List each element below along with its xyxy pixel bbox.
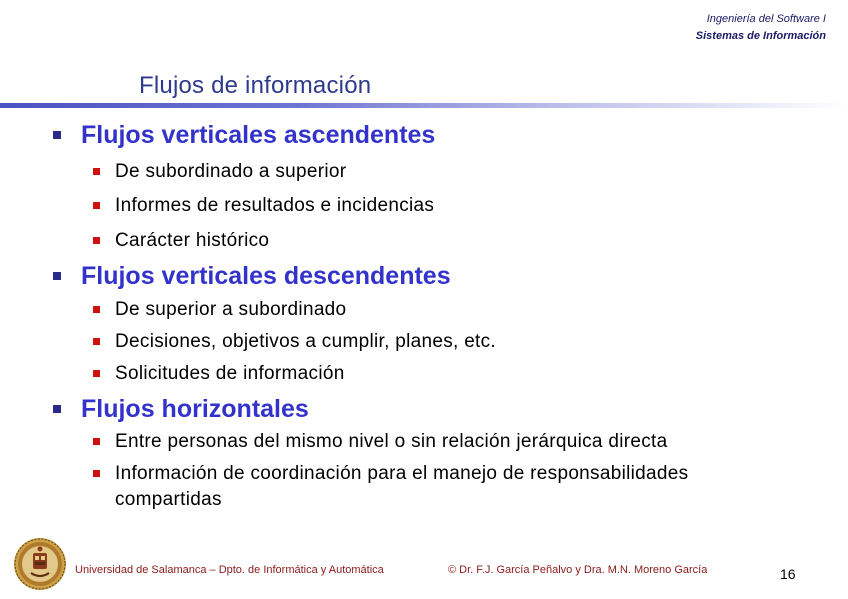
course-name: Ingeniería del Software I	[706, 13, 826, 25]
square-bullet-icon	[53, 272, 61, 280]
subject-name: Sistemas de Información	[695, 30, 826, 42]
course-header	[696, 11, 826, 45]
square-bullet-icon	[93, 470, 100, 477]
page-number: 16	[780, 566, 796, 582]
footer-institution: Universidad de Salamanca – Dpto. de Informática y Automática	[75, 564, 384, 576]
square-bullet-icon	[93, 370, 100, 377]
slide-title: Flujos de información	[139, 72, 372, 99]
square-bullet-icon	[93, 202, 100, 209]
square-bullet-icon	[93, 237, 100, 244]
square-bullet-icon	[93, 338, 100, 345]
square-bullet-icon	[93, 168, 100, 175]
square-bullet-icon	[53, 405, 61, 413]
university-seal-icon	[13, 537, 67, 591]
square-bullet-icon	[93, 438, 100, 445]
title-divider	[0, 103, 848, 108]
footer-copyright: © Dr. F.J. García Peñalvo y Dra. M.N. Moreno García	[448, 564, 708, 576]
square-bullet-icon	[53, 131, 61, 139]
square-bullet-icon	[93, 306, 100, 313]
